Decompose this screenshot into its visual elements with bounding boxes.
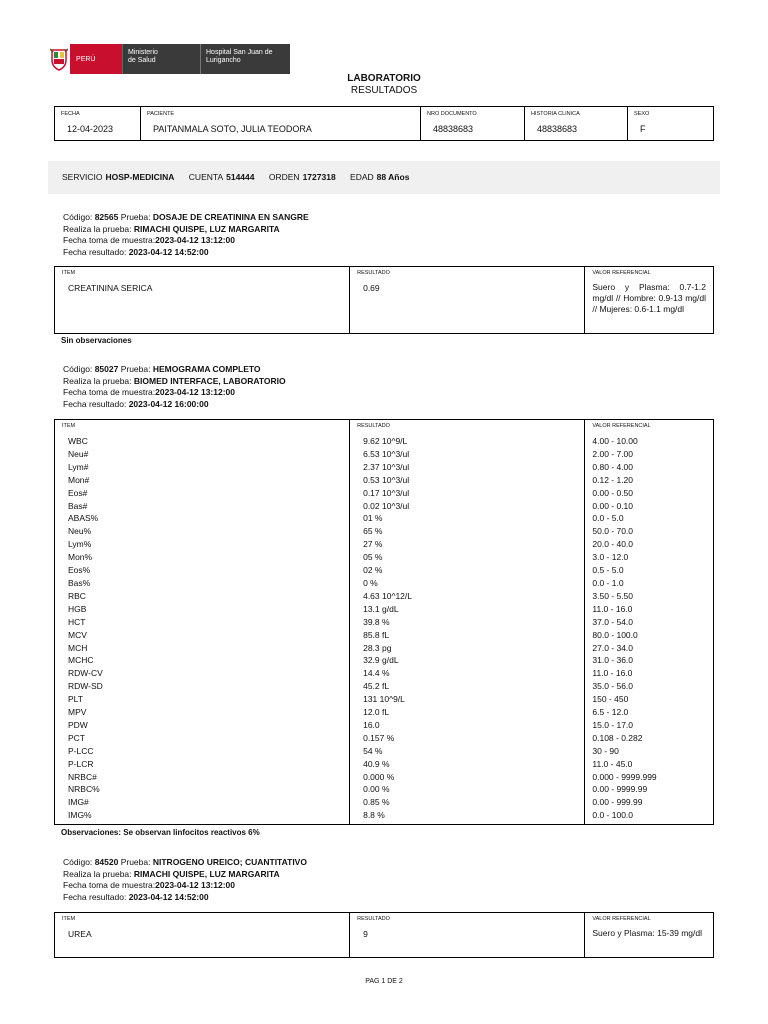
table-cell: 0.00 - 9999.99: [592, 784, 648, 795]
logo-peru: PERÚ: [70, 44, 122, 74]
table-cell: 0.000 - 9999.999: [592, 771, 657, 782]
table-cell: 0.53 10^3/ul: [363, 474, 410, 485]
fecha-value: 12-04-2023: [67, 124, 114, 134]
table-cell: 0.85 %: [363, 797, 390, 808]
table-cell: 05 %: [363, 552, 383, 563]
resultado-fecha-label: Fecha resultado:: [63, 246, 127, 257]
table-cell: Lym%: [68, 539, 92, 550]
results-table: [54, 419, 714, 825]
item-column: [55, 420, 350, 824]
item-header: ITEM: [62, 270, 76, 276]
table-cell: 16.0: [363, 719, 380, 730]
item-list: [62, 928, 342, 941]
item-list: [62, 435, 342, 822]
servicio-label: SERVICIO: [62, 172, 103, 182]
ref-column: [585, 267, 713, 333]
table-cell: 0.0 - 1.0: [592, 577, 624, 588]
orden-label: ORDEN: [268, 172, 300, 182]
table-cell: 0 %: [363, 577, 378, 588]
table-cell: 4.00 - 10.00: [592, 436, 638, 446]
realiza-label: Realiza la prueba:: [63, 223, 132, 234]
table-cell: 3.50 - 5.50: [592, 590, 634, 601]
table-cell: MCH: [68, 642, 88, 653]
table-cell: HCT: [68, 616, 86, 627]
table-cell: 150 - 450: [592, 694, 629, 705]
table-cell: IMG#: [68, 797, 89, 808]
table-cell: 35.0 - 56.0: [592, 681, 634, 692]
table-cell: 12.0 fL: [363, 707, 390, 718]
table-cell: 30 - 90: [592, 745, 619, 756]
codigo-label: Código:: [63, 212, 93, 222]
table-cell: 0.00 - 0.10: [592, 500, 634, 511]
table-cell: IMG%: [68, 810, 92, 821]
cuenta-label: CUENTA: [188, 172, 224, 182]
table-cell: 0.108 - 0.282: [592, 732, 643, 743]
page-subtitle: RESULTADOS: [350, 85, 418, 96]
table-cell: 8.8 %: [363, 810, 385, 821]
table-cell: 39.8 %: [363, 616, 390, 627]
table-cell: 15.0 - 17.0: [592, 719, 634, 730]
result-list: [357, 928, 577, 941]
edad-value: 88 Años: [376, 172, 410, 182]
exam-sample-date: 2023-04-12 13:12:00: [155, 235, 236, 245]
table-cell: Bas#: [68, 500, 88, 511]
table-cell: RDW-SD: [68, 681, 103, 692]
prueba-label: Prueba:: [120, 212, 151, 222]
table-cell: 01 %: [363, 513, 383, 524]
table-cell: 0.157 %: [363, 732, 395, 743]
ref-header: VALOR REFERENCIAL: [592, 423, 651, 429]
resultado-fecha-label: Fecha resultado:: [63, 891, 127, 902]
table-cell: 50.0 - 70.0: [592, 526, 634, 537]
exam-header: [63, 364, 286, 410]
item-column: [55, 913, 350, 957]
orden-value: 1727318: [302, 172, 336, 182]
result-header: RESULTADO: [357, 423, 390, 429]
item-column: [55, 267, 350, 333]
table-cell: 9: [363, 929, 368, 939]
toma-label: Fecha toma de muestra:: [63, 235, 156, 245]
table-cell: ABAS%: [68, 513, 99, 524]
table-cell: 0.12 - 1.20: [592, 474, 634, 485]
ref-column: [585, 913, 713, 957]
toma-label: Fecha toma de muestra:: [63, 387, 156, 397]
cuenta-value: 514444: [226, 172, 255, 182]
result-column: [350, 913, 585, 957]
result-list: [357, 282, 577, 295]
table-cell: MCHC: [68, 655, 94, 666]
fecha-label: FECHA: [61, 111, 80, 117]
table-cell: PLT: [68, 694, 83, 705]
coat-of-arms-icon: [48, 44, 70, 74]
sexo-value: F: [640, 124, 646, 134]
ref-value: Suero y Plasma: 15-39 mg/dl: [592, 928, 702, 938]
sexo-label: SEXO: [634, 111, 650, 117]
edad-label: EDAD: [350, 172, 374, 182]
table-cell: 80.0 - 100.0: [592, 629, 638, 640]
ref-column: [585, 420, 713, 824]
table-cell: NRBC#: [68, 771, 97, 782]
ministry-line-1: Ministerio: [128, 49, 158, 56]
table-cell: Bas%: [68, 577, 91, 588]
table-cell: P-LCC: [68, 745, 94, 756]
table-cell: WBC: [68, 436, 88, 446]
table-cell: 65 %: [363, 526, 383, 537]
table-cell: Mon#: [68, 474, 90, 485]
table-cell: 131 10^9/L: [363, 694, 405, 705]
hospital-line-2: Lurigancho: [206, 57, 241, 65]
result-header: RESULTADO: [357, 270, 390, 276]
exam-code: 82565: [94, 212, 119, 222]
exam-name: DOSAJE DE CREATININA EN SANGRE: [152, 212, 309, 222]
prueba-label: Prueba:: [120, 857, 151, 867]
table-cell: Neu#: [68, 448, 89, 459]
table-cell: PCT: [68, 732, 85, 743]
table-cell: 02 %: [363, 565, 383, 576]
fecha-cell: [55, 107, 141, 140]
exam-result-date: 2023-04-12 14:52:00: [128, 891, 209, 902]
exam-name: HEMOGRAMA COMPLETO: [152, 364, 261, 374]
hc-label: HISTORIA CLINICA: [531, 111, 580, 117]
codigo-label: Código:: [63, 857, 93, 867]
table-cell: 45.2 fL: [363, 681, 390, 692]
exam-result-date: 2023-04-12 14:52:00: [128, 246, 209, 257]
paciente-value: PAITANMALA SOTO, JULIA TEODORA: [153, 124, 312, 134]
table-cell: 6.5 - 12.0: [592, 707, 629, 718]
table-cell: CREATININA SERICA: [68, 283, 153, 293]
table-cell: 37.0 - 54.0: [592, 616, 634, 627]
table-cell: 0.0 - 100.0: [592, 810, 634, 821]
observations: Sin observaciones: [61, 336, 132, 345]
exam-code: 85027: [94, 364, 119, 374]
table-cell: 32.9 g/dL: [363, 655, 399, 666]
resultado-fecha-label: Fecha resultado:: [63, 398, 127, 409]
table-cell: UREA: [68, 929, 92, 939]
table-cell: 13.1 g/dL: [363, 603, 399, 614]
table-cell: 0.00 - 0.50: [592, 487, 634, 498]
exam-name: NITROGENO UREICO; CUANTITATIVO: [152, 857, 307, 867]
paciente-label: PACIENTE: [147, 111, 175, 117]
paciente-cell: [141, 107, 421, 140]
page-number: PAG 1 DE 2: [365, 978, 403, 985]
table-cell: RBC: [68, 590, 86, 601]
service-bar: [48, 161, 720, 194]
observations: Observaciones: Se observan linfocitos reactivos 6%: [61, 828, 260, 837]
exam-code: 84520: [94, 857, 119, 867]
table-cell: 9.62 10^9/L: [363, 436, 408, 446]
exam-sample-date: 2023-04-12 13:12:00: [155, 387, 236, 397]
table-cell: Lym#: [68, 461, 89, 472]
exam-performer: BIOMED INTERFACE, LABORATORIO: [133, 375, 286, 386]
realiza-label: Realiza la prueba:: [63, 868, 132, 879]
results-table: [54, 266, 714, 334]
exam-header: [63, 857, 307, 903]
table-cell: 20.0 - 40.0: [592, 539, 634, 550]
exam-performer: RIMACHI QUISPE, LUZ MARGARITA: [133, 223, 280, 234]
table-cell: 6.53 10^3/ul: [363, 448, 410, 459]
item-list: [62, 282, 342, 295]
table-cell: Mon%: [68, 552, 93, 563]
table-cell: 27 %: [363, 539, 383, 550]
item-header: ITEM: [62, 916, 76, 922]
table-cell: 0.80 - 4.00: [592, 461, 634, 472]
table-cell: Eos#: [68, 487, 88, 498]
header-logo: [48, 44, 290, 74]
hc-cell: [525, 107, 628, 140]
toma-label: Fecha toma de muestra:: [63, 880, 156, 890]
doc-cell: [421, 107, 525, 140]
ref-list: [592, 435, 706, 822]
table-cell: 31.0 - 36.0: [592, 655, 634, 666]
table-cell: RDW-CV: [68, 668, 103, 679]
table-cell: HGB: [68, 603, 87, 614]
table-cell: 11.0 - 16.0: [592, 668, 633, 679]
item-header: ITEM: [62, 423, 76, 429]
patient-info-box: [54, 106, 714, 141]
table-cell: 14.4 %: [363, 668, 390, 679]
exam-sample-date: 2023-04-12 13:12:00: [155, 880, 236, 890]
ref-header: VALOR REFERENCIAL: [592, 916, 651, 922]
table-cell: NRBC%: [68, 784, 100, 795]
table-cell: 85.8 fL: [363, 629, 390, 640]
doc-label: NRO DOCUMENTO: [427, 111, 477, 117]
table-cell: Neu%: [68, 526, 92, 537]
hc-value: 48838683: [537, 124, 578, 134]
table-cell: Eos%: [68, 565, 91, 576]
exam-result-date: 2023-04-12 16:00:00: [128, 398, 209, 409]
servicio-value: HOSP-MEDICINA: [105, 172, 175, 182]
result-column: [350, 420, 585, 824]
table-cell: 54 %: [363, 745, 383, 756]
table-cell: 11.0 - 45.0: [592, 758, 633, 769]
page-title: LABORATORIO: [347, 73, 421, 84]
table-cell: 0.000 %: [363, 771, 395, 782]
results-table: [54, 912, 714, 958]
table-cell: 40.9 %: [363, 758, 390, 769]
table-cell: 28.3 pg: [363, 642, 392, 653]
logo-hospital: [200, 44, 290, 74]
table-cell: MPV: [68, 707, 87, 718]
table-cell: 0.17 10^3/ul: [363, 487, 410, 498]
logo-ministry: [122, 44, 200, 74]
sexo-cell: [628, 107, 713, 140]
table-cell: 11.0 - 16.0: [592, 603, 633, 614]
table-cell: 0.5 - 5.0: [592, 565, 624, 576]
hospital-line-1: Hospital San Juan de: [206, 49, 273, 56]
table-cell: 0.69: [363, 283, 380, 293]
table-cell: 27.0 - 34.0: [592, 642, 634, 653]
table-cell: 0.0 - 5.0: [592, 513, 624, 524]
ref-header: VALOR REFERENCIAL: [592, 270, 651, 276]
table-cell: P-LCR: [68, 758, 94, 769]
exam-performer: RIMACHI QUISPE, LUZ MARGARITA: [133, 868, 280, 879]
codigo-label: Código:: [63, 364, 93, 374]
table-cell: PDW: [68, 719, 88, 730]
table-cell: 0.00 %: [363, 784, 390, 795]
ref-value: Suero y Plasma: 0.7-1.2 mg/dl // Hombre: 0.9-13 mg/dl // Mujeres: 0.6-1.1 mg/dl: [592, 282, 706, 314]
table-cell: 2.37 10^3/ul: [363, 461, 410, 472]
doc-value: 48838683: [433, 124, 474, 134]
table-cell: 0.00 - 999.99: [592, 797, 643, 808]
table-cell: MCV: [68, 629, 87, 640]
ministry-line-2: de Salud: [128, 57, 156, 65]
exam-header: [63, 212, 309, 258]
table-cell: 4.63 10^12/L: [363, 590, 412, 601]
result-header: RESULTADO: [357, 916, 390, 922]
realiza-label: Realiza la prueba:: [63, 375, 132, 386]
table-cell: 2.00 - 7.00: [592, 448, 634, 459]
result-list: [357, 435, 577, 822]
prueba-label: Prueba:: [120, 364, 151, 374]
table-cell: 3.0 - 12.0: [592, 552, 629, 563]
result-column: [350, 267, 585, 333]
table-cell: 0.02 10^3/ul: [363, 500, 410, 511]
